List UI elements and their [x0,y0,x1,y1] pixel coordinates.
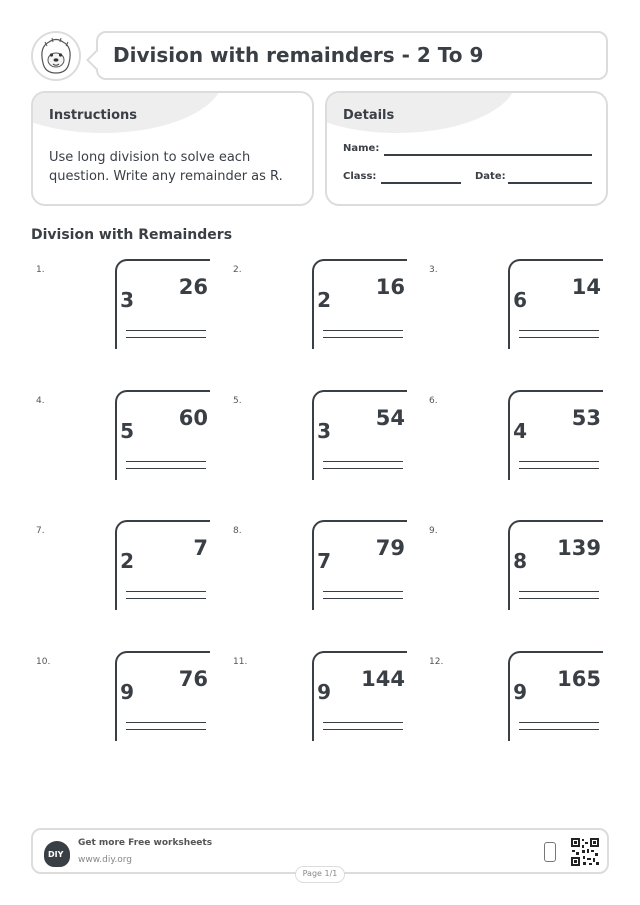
divisor: 6 [513,288,527,312]
answer-line[interactable] [519,337,599,338]
answer-line[interactable] [126,461,206,462]
divisor: 9 [513,680,527,704]
divisor: 9 [120,680,134,704]
instructions-heading: Instructions [49,108,138,123]
answer-line[interactable] [323,722,403,723]
site-link[interactable]: www.diy.org [78,855,132,865]
page-title: Division with remainders - 2 To 9 [113,43,484,67]
dividend: 139 [557,536,601,560]
page-indicator: Page 1/1 [295,866,345,883]
name-field[interactable] [384,154,592,156]
instructions-text: Use long division to solve each question. Write any remainder as R. [49,150,283,184]
answer-line[interactable] [519,468,599,469]
division-problem [424,265,624,365]
answer-line[interactable] [519,722,599,723]
question-number: 6. [429,396,438,406]
dividend: 7 [193,536,208,560]
class-label: Class: [343,171,377,182]
promo-text: Get more Free worksheets [78,838,213,848]
details-heading: Details [343,108,395,123]
division-problem [424,526,624,626]
logo-text: DIY [48,850,64,859]
divisor: 2 [317,288,331,312]
name-label: Name: [343,143,380,154]
answer-line[interactable] [126,729,206,730]
division-problem [228,265,428,365]
divisor: 2 [120,549,134,573]
division-problem [31,396,231,496]
divisor: 4 [513,419,527,443]
question-number: 9. [429,526,438,536]
dividend: 79 [375,536,405,560]
divisor: 7 [317,549,331,573]
answer-line[interactable] [519,729,599,730]
answer-line[interactable] [519,461,599,462]
dividend: 54 [375,406,405,430]
section-title: Division with Remainders [31,227,233,243]
qr-code-icon[interactable] [570,837,600,867]
yeti-mascot-icon [31,31,81,81]
question-number: 12. [429,657,444,667]
question-number: 5. [233,396,242,406]
answer-line[interactable] [126,598,206,599]
answer-line[interactable] [126,468,206,469]
division-problem [31,657,231,757]
answer-line[interactable] [519,591,599,592]
answer-line[interactable] [126,722,206,723]
dividend: 165 [557,667,601,691]
class-field[interactable] [381,182,461,184]
answer-line[interactable] [126,337,206,338]
date-field[interactable] [508,182,592,184]
phone-icon [544,842,556,862]
divisor: 5 [120,419,134,443]
answer-line[interactable] [323,337,403,338]
dividend: 60 [178,406,208,430]
division-problem [424,657,624,757]
title-banner [96,31,608,80]
divisor: 3 [317,419,331,443]
divisor: 8 [513,549,527,573]
speech-tail [86,50,106,70]
division-problem [31,526,231,626]
diy-logo-icon[interactable] [44,841,70,867]
answer-line[interactable] [323,461,403,462]
divisor: 3 [120,288,134,312]
divisor: 9 [317,680,331,704]
division-problem [228,526,428,626]
answer-line[interactable] [323,598,403,599]
answer-line[interactable] [323,729,403,730]
dividend: 53 [571,406,601,430]
dividend: 14 [571,275,601,299]
answer-line[interactable] [519,330,599,331]
question-number: 8. [233,526,242,536]
details-card [325,91,608,206]
dividend: 16 [375,275,405,299]
question-number: 4. [36,396,45,406]
question-number: 11. [233,657,248,667]
answer-line[interactable] [519,598,599,599]
division-problem [424,396,624,496]
dividend: 144 [361,667,405,691]
division-problem [228,396,428,496]
answer-line[interactable] [323,330,403,331]
question-number: 7. [36,526,45,536]
question-number: 10. [36,657,51,667]
answer-line[interactable] [126,330,206,331]
answer-line[interactable] [126,591,206,592]
date-label: Date: [475,171,506,182]
division-problem [31,265,231,365]
dividend: 26 [178,275,208,299]
question-number: 3. [429,265,438,275]
question-number: 1. [36,265,45,275]
answer-line[interactable] [323,468,403,469]
answer-line[interactable] [323,591,403,592]
question-number: 2. [233,265,242,275]
dividend: 76 [178,667,208,691]
division-problem [228,657,428,757]
instructions-card [31,91,314,206]
